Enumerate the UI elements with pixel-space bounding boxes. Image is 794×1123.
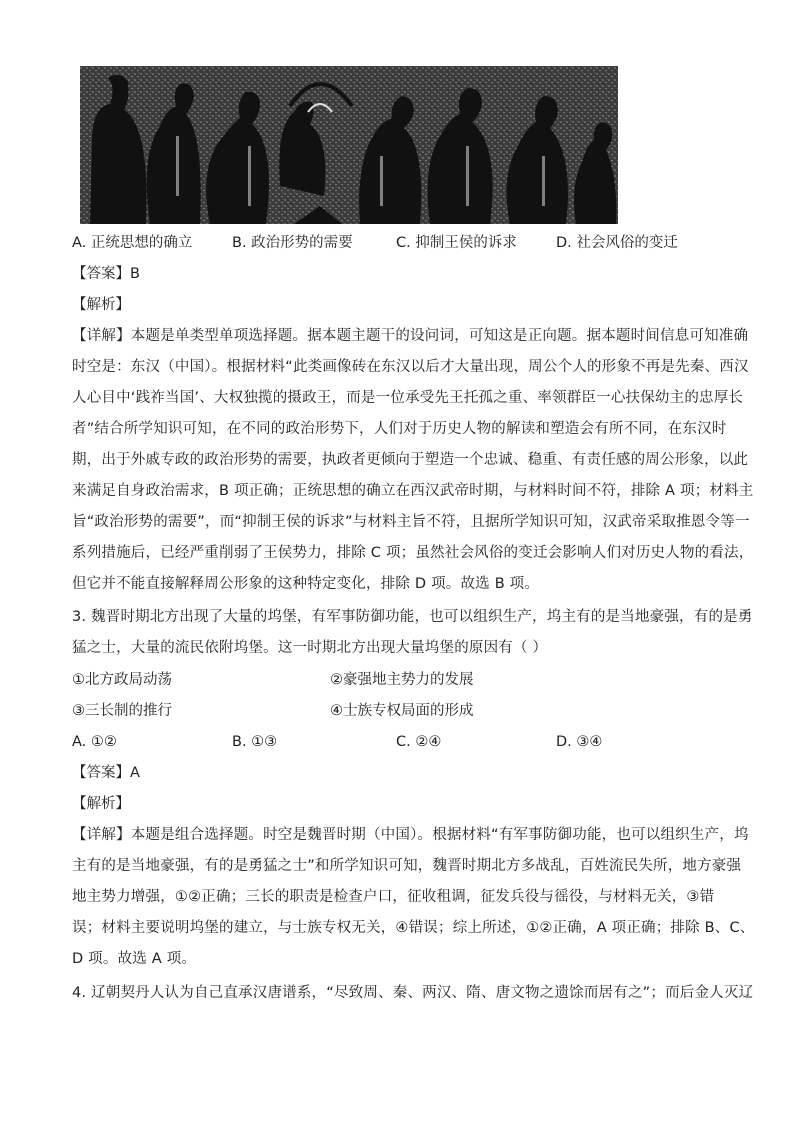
q3-option-a: A. ①② bbox=[72, 734, 117, 750]
q3-option-d: D. ③④ bbox=[556, 734, 603, 750]
q4-stem-line: 4. 辽朝契丹人认为自己直承汉唐谱系，“尽致周、秦、两汉、隋、唐文物之遗馀而居有之”；而后金人灭辽 bbox=[72, 985, 754, 1001]
q2-option-a: A. 正统思想的确立 bbox=[72, 235, 193, 251]
q3-option-b: B. ①③ bbox=[232, 734, 278, 750]
q2-answer: 【答案】B bbox=[72, 266, 140, 282]
q2-detail-line: 但它并不能直接解释周公形象的这种特定变化，排除 D 项。故选 B 项。 bbox=[72, 576, 540, 592]
q3-item-1: ①北方政局动荡 bbox=[72, 672, 172, 688]
q2-detail-line: 系列措施后，已经严重削弱了王侯势力，排除 C 项；虽然社会风俗的变迁会影响人们对历史人物的看法， bbox=[72, 545, 754, 561]
q2-detail-line: 旨“政治形势的需要”，而“抑制王侯的诉求”与材料主旨不符，且据所学知识可知，汉武帝采取推恩令等一 bbox=[72, 514, 750, 530]
q3-detail-line: 【详解】本题是组合选择题。时空是魏晋时期（中国）。根据材料“有军事防御功能，也可以组织生产，坞 bbox=[72, 827, 749, 843]
q2-detail-line: 【详解】本题是单类型单项选择题。据本题主题干的设问词，可知这是正向题。据本题时间信息可知准确 bbox=[72, 328, 749, 344]
q3-detail-line: 误；材料主要说明坞堡的建立，与士族专权无关，④错误；综上所述，①②正确，A 项正确；排除 B、C、 bbox=[72, 920, 755, 936]
q2-analysis-label: 【解析】 bbox=[72, 297, 130, 313]
q3-detail-line: D 项。故选 A 项。 bbox=[72, 951, 197, 967]
q2-detail-line: 者”结合所学知识可知，在不同的政治形势下，人们对于历史人物的解读和塑造会有所不同，在东汉时 bbox=[72, 421, 727, 437]
q3-answer: 【答案】A bbox=[72, 765, 140, 781]
han-relief-rubbing-image bbox=[80, 66, 618, 224]
q3-option-c: C. ②④ bbox=[396, 734, 442, 750]
q3-item-3: ③三长制的推行 bbox=[72, 703, 172, 719]
q2-option-c: C. 抑制王侯的诉求 bbox=[396, 235, 517, 251]
q2-option-b: B. 政治形势的需要 bbox=[232, 235, 353, 251]
q3-item-2: ②豪强地主势力的发展 bbox=[330, 672, 474, 688]
q3-detail-line: 主有的是当地豪强，有的是勇猛之士”和所学知识可知，魏晋时期北方多战乱，百姓流民失所，地方豪强 bbox=[72, 858, 742, 874]
q3-stem-line: 3. 魏晋时期北方出现了大量的坞堡，有军事防御功能，也可以组织生产，坞主有的是当地豪强，有的是勇 bbox=[72, 609, 753, 625]
q2-detail-line: 时空是：东汉（中国）。根据材料“此类画像砖在东汉以后才大量出现，周公个人的形象不再是先秦、西汉 bbox=[72, 359, 749, 375]
q3-detail-line: 地主势力增强，①②正确；三长的职责是检查户口，征收租调，征发兵役与徭役，与材料无关，③错 bbox=[72, 889, 715, 905]
q2-detail-line: 来满足自身政治需求，B 项正确；正统思想的确立在西汉武帝时期，与材料时间不符，排除 A 项；材料主 bbox=[72, 483, 754, 499]
q3-analysis-label: 【解析】 bbox=[72, 796, 130, 812]
q3-item-4: ④士族专权局面的形成 bbox=[330, 703, 474, 719]
q3-stem-line: 猛之士，大量的流民依附坞堡。这一时期北方出现大量坞堡的原因有（ ） bbox=[72, 640, 548, 656]
q2-option-d: D. 社会风俗的变迁 bbox=[556, 235, 678, 251]
q2-detail-line: 期，出于外戚专政的政治形势的需要，执政者更倾向于塑造一个忠诚、稳重、有责任感的周公形象，以此 bbox=[72, 452, 749, 468]
q2-detail-line: 人心目中‘践祚当国’、大权独揽的摄政王，而是一位承受先王托孤之重、率领群臣一心扶保幼主的忠厚长 bbox=[72, 390, 744, 406]
